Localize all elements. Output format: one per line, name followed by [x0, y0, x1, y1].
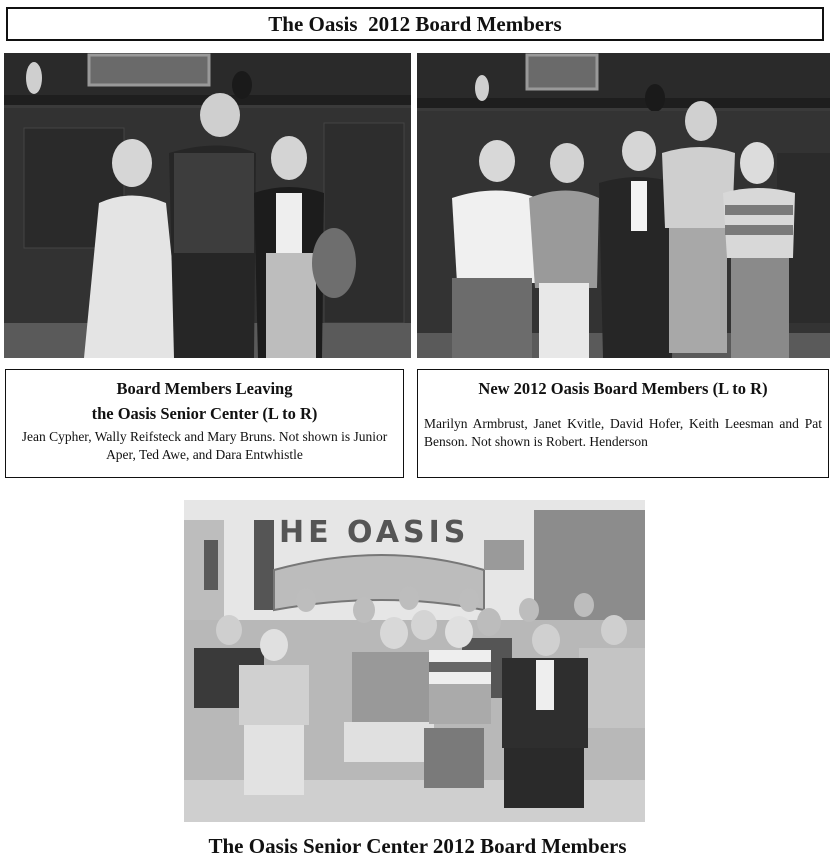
page-title: The Oasis 2012 Board Members — [6, 7, 824, 41]
caption-left-title-2: the Oasis Senior Center (L to R) — [91, 404, 318, 423]
caption-right-title: New 2012 Oasis Board Members (L to R) — [478, 379, 768, 398]
caption-board-leaving — [5, 369, 404, 478]
footer-caption: The Oasis Senior Center 2012 Board Members — [208, 834, 627, 858]
photo-board-leaving — [4, 53, 411, 358]
caption-left-title-1: Board Members Leaving — [116, 379, 293, 398]
caption-right-text: Marilyn Armbrust, Janet Kvitle, David Hofer, Keith Leesman and Pat Benson. Not shown is Robert. Henderson — [424, 416, 822, 449]
caption-new-board — [417, 369, 829, 478]
wall-sign-text: HE OASIS — [279, 515, 470, 550]
caption-left-text: Jean Cypher, Wally Reifsteck and Mary Bruns. Not shown is Junior Aper, Ted Awe, and Dara Entwhistle — [21, 429, 388, 462]
photo-seated-group — [184, 500, 645, 822]
photo-new-board — [417, 53, 830, 358]
